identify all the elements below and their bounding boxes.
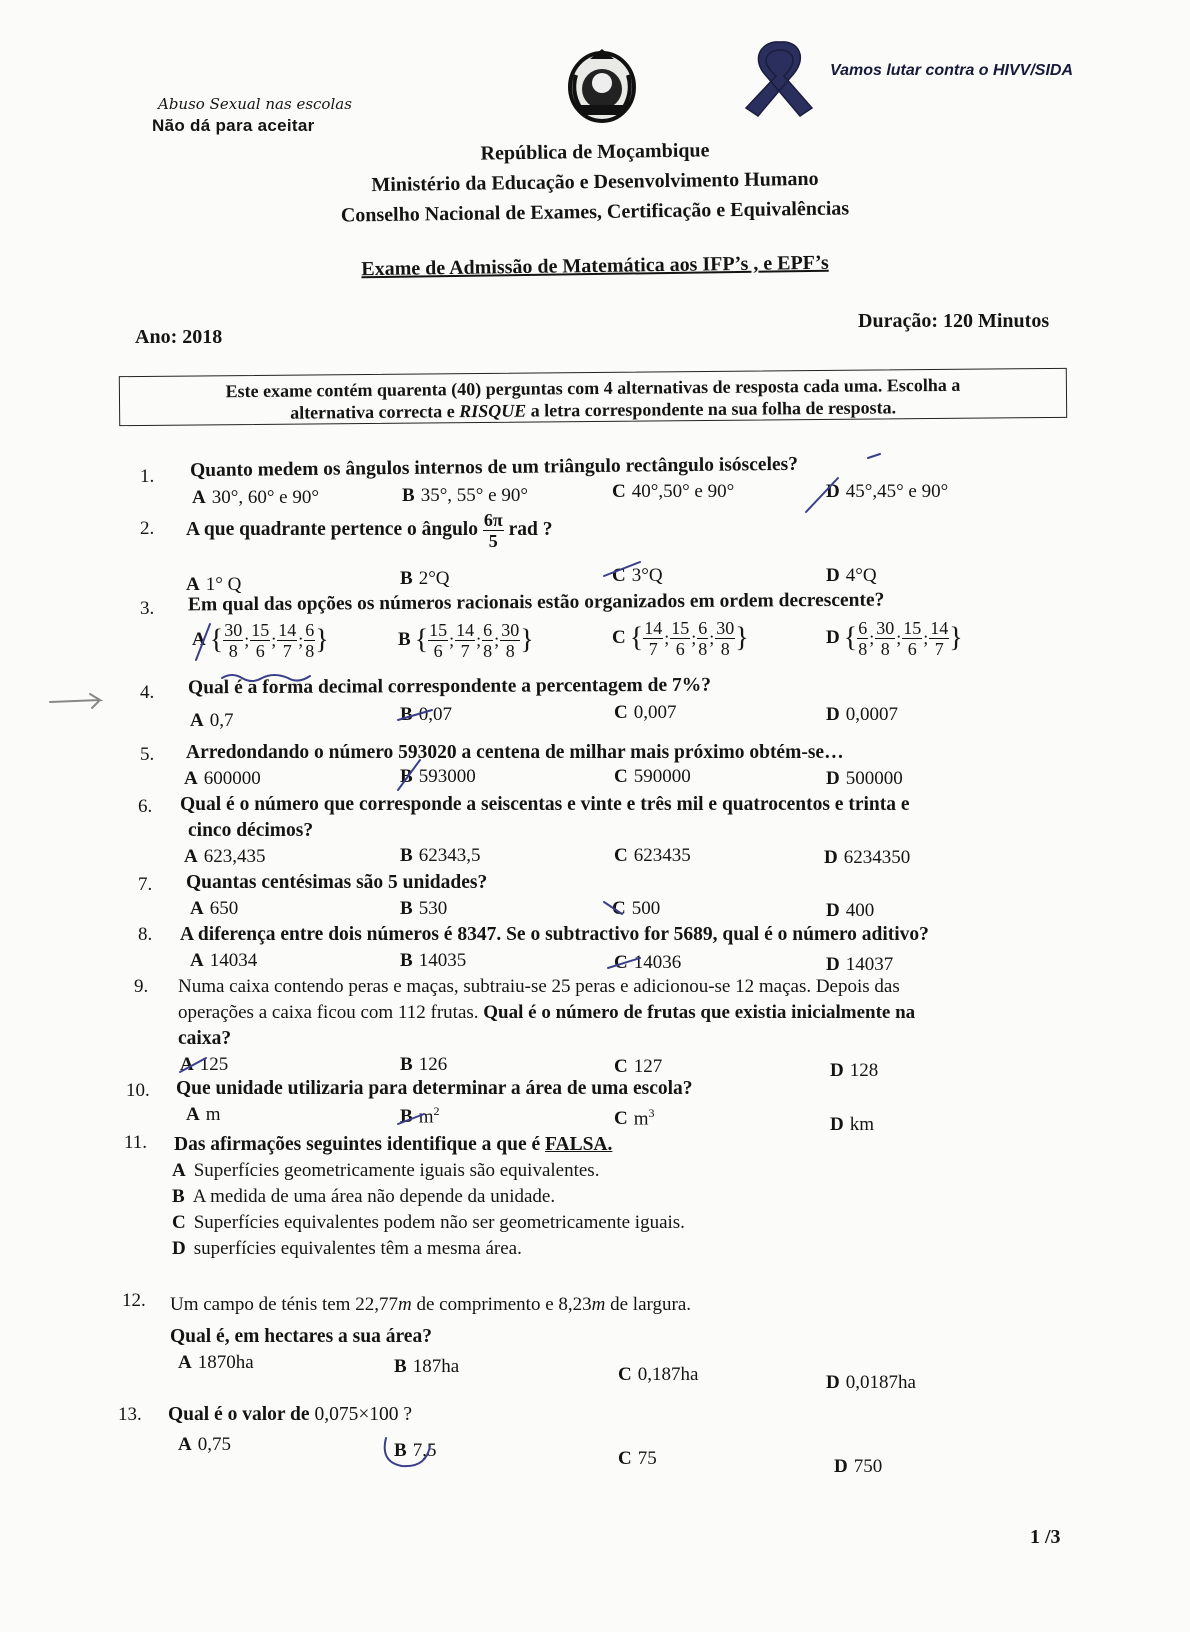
option-d[interactable]: D km (830, 1114, 875, 1135)
question-text: A diferença entre dois números é 8347. Se o subtractivo for 5689, qual é o número aditivo? (180, 924, 929, 945)
math-expression: 0,075×100 ? (314, 1404, 413, 1425)
question-text: Quantas centésimas são 5 unidades? (186, 872, 488, 893)
option-c[interactable]: C 3°Q (612, 565, 663, 586)
exam-duration: Duração: 120 Minutos (858, 310, 1050, 332)
question-text: Das afirmações seguintes identifique a que é FALSA. (174, 1134, 613, 1155)
question-number: 10. (126, 1080, 150, 1101)
option-c[interactable]: C $m^3$ (614, 1106, 655, 1130)
campaign-abuse-line2: Não dá para aceitar (152, 116, 315, 135)
option-c[interactable]: C 500 (612, 898, 661, 919)
option-d[interactable]: D { $\frac{6}{8}$ ; $\frac{30}{8}$ ; $\frac{15}{6}$ ; $\frac{14}{7}$ } (826, 618, 963, 659)
option-c[interactable]: C 0,007 (614, 702, 677, 723)
question-number: 7. (138, 874, 153, 895)
option-a[interactable]: A 650 (190, 898, 239, 919)
option-d[interactable]: D 6234350 (824, 847, 911, 868)
question-number: 6. (138, 796, 153, 817)
option-a[interactable]: A 30°, 60° e 90° (192, 487, 319, 508)
option-a[interactable]: A m (186, 1104, 221, 1125)
question-number: 3. (140, 598, 155, 619)
option-b[interactable]: B 187ha (394, 1356, 460, 1377)
question-number: 1. (140, 466, 155, 487)
length-value: 22,77 (355, 1294, 398, 1315)
campaign-abuse-line1: Abuso Sexual nas escolas (158, 95, 352, 113)
option-c[interactable]: C { $\frac{14}{7}$ ; $\frac{15}{6}$ ; $\frac{6}{8}$ ; $\frac{30}{8}$ } (612, 618, 749, 659)
option-a[interactable]: A 1° Q (186, 574, 242, 595)
instructions-emphasis: RISQUE (459, 400, 527, 422)
angle-fraction: $\frac{6\pi}{5}$ (483, 510, 503, 551)
option-d[interactable]: D 14037 (826, 954, 894, 975)
instructions-line1: Este exame contém quarenta (40) perguntas com 4 alternativas de resposta cada uma. Escolha a (225, 374, 961, 402)
option-b[interactable]: B 14035 (400, 950, 467, 971)
question-number: 11. (124, 1132, 148, 1153)
statement-d[interactable]: D superfícies equivalentes têm a mesma área. (172, 1238, 522, 1259)
question-text-line2: cinco décimos? (188, 820, 314, 841)
exam-title: Exame de Admissão de Matemática aos IFP’s , e EPF’s (361, 251, 829, 281)
option-d[interactable]: D 4°Q (826, 565, 877, 586)
instructions-line2: alternativa correcta e RISQUE a letra correspondente na sua folha de resposta. (290, 397, 897, 423)
statement-c[interactable]: C Superfícies equivalentes podem não ser geometricamente iguais. (172, 1212, 685, 1233)
option-b[interactable]: B 7,5 (394, 1440, 437, 1461)
option-b[interactable]: B 2°Q (400, 568, 450, 589)
question-text-line1: Numa caixa contendo peras e maças, subtraiu-se 25 peras e adicionou-se 12 maças. Depois das (178, 976, 900, 997)
question-text: Quanto medem os ângulos internos de um triângulo rectângulo isósceles? (189, 453, 799, 482)
option-a[interactable]: A 0,7 (190, 710, 234, 731)
page-number: 1 /3 (1030, 1526, 1061, 1548)
option-c[interactable]: C 75 (618, 1448, 657, 1469)
instructions-box (119, 368, 1067, 426)
question-text-line2: Qual é, em hectares a sua área? (170, 1326, 432, 1347)
question-number: 13. (118, 1404, 142, 1425)
question-text: Qual é o valor de 0,075×100 ? (168, 1404, 413, 1425)
option-b[interactable]: B $m^2$ (400, 1104, 440, 1128)
option-a[interactable]: A { $\frac{30}{8}$ ; $\frac{15}{6}$ ; $\frac{14}{7}$ ; $\frac{6}{8}$ } (192, 620, 329, 661)
question-text-line1: Qual é o número que corresponde a seiscentas e vinte e três mil e quatrocentos e trinta e (180, 794, 910, 815)
option-b[interactable]: B { $\frac{15}{6}$ ; $\frac{14}{7}$ ; $\frac{6}{8}$ ; $\frac{30}{8}$ } (398, 620, 534, 661)
option-a[interactable]: A 1870ha (178, 1352, 254, 1373)
aids-ribbon-icon (738, 38, 823, 118)
option-b[interactable]: B 530 (400, 898, 448, 919)
question-text: Qual é a forma decimal correspondente a percentagem de 7%? (187, 674, 712, 699)
exam-year: Ano: 2018 (135, 326, 223, 348)
option-c[interactable]: C 127 (614, 1056, 663, 1077)
option-a[interactable]: A 14034 (190, 950, 258, 971)
question-text-line2: operações a caixa ficou com 112 frutas. Qual é o número de frutas que existia inicialmente na (178, 1002, 916, 1023)
option-d[interactable]: D 0,0187ha (826, 1372, 916, 1393)
campaign-hiv: Vamos lutar contra o HIVV/SIDA (830, 62, 1074, 79)
question-number: 9. (134, 976, 149, 997)
option-c[interactable]: C 14036 (614, 952, 682, 973)
national-emblem-icon (562, 45, 642, 125)
option-a[interactable]: A 0,75 (178, 1434, 231, 1455)
question-text-line1: Um campo de ténis tem 22,77m de comprimento e 8,23m de largura. (170, 1294, 692, 1315)
option-d[interactable]: D 0,0007 (826, 704, 898, 725)
statement-b[interactable]: B A medida de uma área não depende da unidade. (172, 1186, 556, 1207)
option-d[interactable]: D 45°,45° e 90° (826, 481, 949, 502)
question-text: Em qual das opções os números racionais estão organizados em ordem decrescente? (187, 589, 885, 616)
option-c[interactable]: C 40°,50° e 90° (612, 481, 735, 502)
option-c[interactable]: C 590000 (614, 766, 691, 787)
question-text-line3: caixa? (178, 1028, 232, 1049)
question-number: 12. (122, 1290, 146, 1311)
question-text: A que quadrante pertence o ângulo $\frac{6\pi}{5}$ rad ? (186, 510, 553, 551)
option-b[interactable]: B 0,07 (400, 704, 452, 725)
option-c[interactable]: C 623435 (614, 845, 691, 866)
statement-a[interactable]: A Superfícies geometricamente iguais são equivalentes. (172, 1160, 600, 1181)
option-b[interactable]: B 62343,5 (400, 845, 481, 866)
question-text: Que unidade utilizaria para determinar a área de uma escola? (176, 1078, 693, 1099)
option-b[interactable]: B 35°, 55° e 90° (402, 485, 528, 506)
option-a[interactable]: A 600000 (184, 768, 261, 789)
option-d[interactable]: D 128 (830, 1060, 879, 1081)
option-d[interactable]: D 400 (826, 900, 875, 921)
pen-tick-q1 (868, 454, 880, 458)
ministry-title: Ministério da Educação e Desenvolvimento Humano (371, 167, 819, 197)
option-d[interactable]: D 500000 (826, 768, 903, 789)
pen-arrow-q4 (50, 694, 100, 708)
republic-title: República de Moçambique (480, 139, 710, 165)
option-c[interactable]: C 0,187ha (618, 1364, 699, 1385)
false-emphasis: FALSA. (545, 1134, 613, 1155)
question-number: 2. (140, 518, 155, 539)
width-value: 8,23 (558, 1294, 592, 1315)
question-text: Arredondando o número 593020 a centena de milhar mais próximo obtém-se… (186, 742, 844, 763)
option-d[interactable]: D 750 (834, 1456, 883, 1477)
option-b[interactable]: B 593000 (400, 766, 476, 787)
option-b[interactable]: B 126 (400, 1054, 448, 1075)
option-a[interactable]: A 125 (180, 1054, 229, 1075)
question-number: 4. (140, 682, 155, 703)
option-a[interactable]: A 623,435 (184, 846, 266, 867)
question-number: 8. (138, 924, 153, 945)
council-title: Conselho Nacional de Exames, Certificação e Equivalências (340, 197, 850, 227)
question-number: 5. (140, 744, 155, 765)
